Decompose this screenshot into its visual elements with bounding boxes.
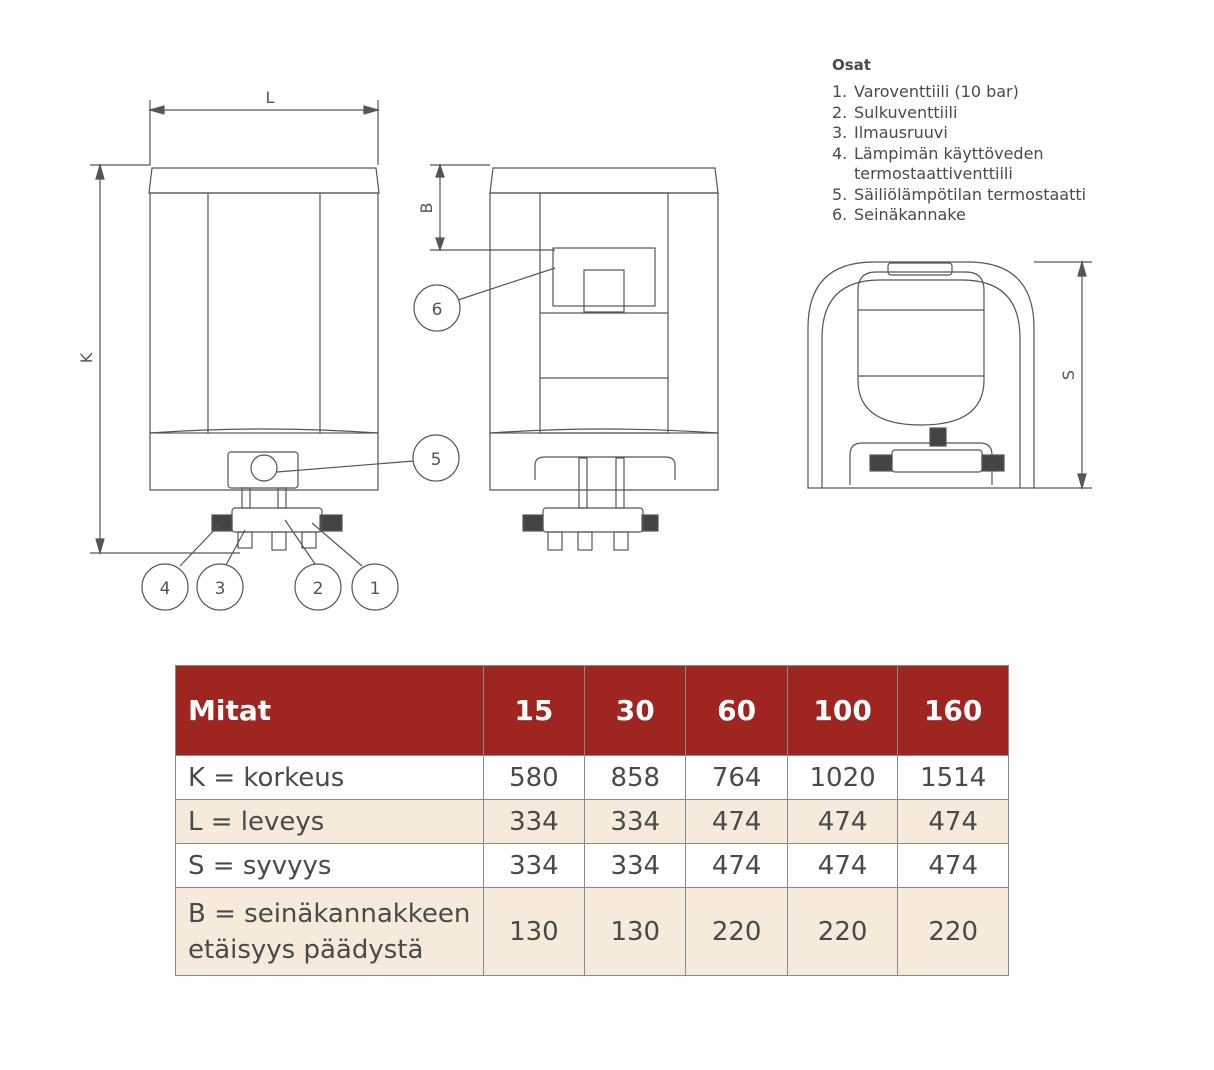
row-label: B = seinäkannakkeen etäisyys päädystä: [176, 888, 484, 976]
part-text: Ilmausruuvi: [854, 123, 948, 142]
table-cell: 1020: [787, 756, 898, 800]
dimension-label-k: K: [77, 352, 96, 364]
part-number: 6.: [832, 205, 848, 224]
dimension-b: [417, 165, 555, 250]
callout-5: [413, 435, 459, 481]
parts-title: Osat: [832, 56, 871, 74]
table-cell: 334: [483, 800, 584, 844]
part-number: 1.: [832, 82, 848, 101]
table-cell: 220: [787, 888, 898, 976]
row-label: S = syvyys: [176, 844, 484, 888]
part-number: 2.: [832, 102, 848, 122]
table-cell: 334: [483, 844, 584, 888]
table-cell: 858: [585, 756, 686, 800]
part-text: Säiliölämpötilan termostaatti: [854, 184, 1087, 204]
header-cell: 15: [483, 666, 584, 756]
table-cell: 580: [483, 756, 584, 800]
table-cell: 334: [585, 844, 686, 888]
part-text: Seinäkannake: [854, 205, 966, 224]
dimension-l: [150, 88, 378, 165]
part-item: [832, 103, 1086, 124]
table-cell: 474: [898, 800, 1009, 844]
part-text: Lämpimän käyttöveden termostaattiventtiili: [854, 143, 1044, 183]
dimensions-table: [175, 665, 1009, 976]
table-cell: 220: [686, 888, 787, 976]
table-cell: 474: [787, 844, 898, 888]
wall-bracket: [553, 248, 655, 306]
dimension-s: [1059, 262, 1086, 488]
part-number: 3.: [832, 123, 848, 142]
table-cell: 220: [898, 888, 1009, 976]
table-cell: 474: [686, 800, 787, 844]
dimension-label-s: S: [1059, 369, 1078, 381]
table-row: [176, 888, 1009, 976]
callout-label: 5: [430, 450, 442, 470]
part-item: [832, 82, 1086, 103]
header-cell: 60: [686, 666, 787, 756]
part-number: 5.: [832, 184, 848, 204]
callouts: [142, 268, 555, 610]
row-label: L = leveys: [176, 800, 484, 844]
dimension-label-b: B: [417, 202, 436, 214]
part-number: 4.: [832, 143, 848, 163]
header-cell: Mitat: [176, 666, 484, 756]
table-cell: 1514: [898, 756, 1009, 800]
table-row: [176, 844, 1009, 888]
callout-4: [142, 564, 188, 610]
table-cell: 764: [686, 756, 787, 800]
dimension-label-l: L: [265, 88, 275, 107]
part-item: [832, 144, 1052, 185]
table-header-row: [176, 666, 1009, 756]
callout-1: [352, 564, 398, 610]
callout-6: [414, 285, 460, 331]
callout-3: [197, 564, 243, 610]
front-view: [149, 168, 379, 550]
table-cell: 334: [585, 800, 686, 844]
part-text: Sulkuventtiili: [854, 102, 958, 122]
callout-label: 4: [159, 579, 171, 599]
header-cell: 30: [585, 666, 686, 756]
table-cell: 130: [585, 888, 686, 976]
table-cell: 130: [483, 888, 584, 976]
callout-label: 2: [312, 579, 324, 599]
header-cell: 100: [787, 666, 898, 756]
back-view: [490, 168, 718, 550]
row-label: K = korkeus: [176, 756, 484, 800]
parts-list: [832, 56, 1086, 226]
table-cell: 474: [787, 800, 898, 844]
table-cell: 474: [686, 844, 787, 888]
callout-label: 3: [214, 579, 226, 599]
table-row: [176, 756, 1009, 800]
table-row: [176, 800, 1009, 844]
part-item: [832, 185, 1086, 206]
callout-label: 1: [369, 579, 381, 599]
part-item: [832, 123, 1086, 144]
side-view: [808, 262, 1092, 488]
callout-2: [295, 564, 341, 610]
callout-label: 6: [431, 300, 443, 320]
part-item: [832, 205, 1086, 226]
part-text: Varoventtiili (10 bar): [854, 82, 1019, 101]
table-cell: 474: [898, 844, 1009, 888]
header-cell: 160: [898, 666, 1009, 756]
dimension-k: [77, 165, 240, 553]
